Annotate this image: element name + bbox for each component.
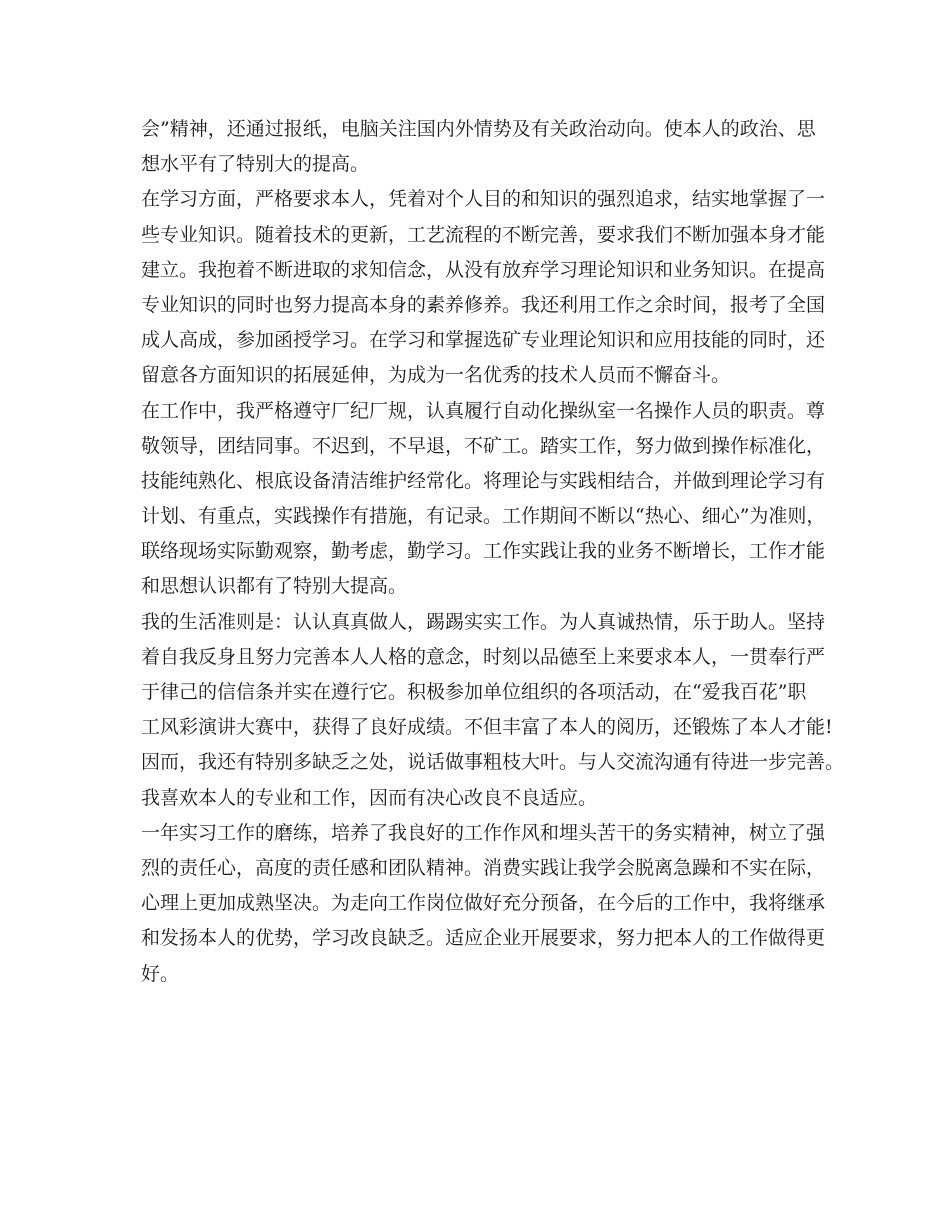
text-line: 着自我反身且努力完善本人人格的意念，时刻以品德至上来要求本人，一贯奉行严 bbox=[141, 645, 826, 668]
text-line: 在学习方面，严格要求本人，凭着对个人目的和知识的强烈追求，结实地掌握了一 bbox=[141, 188, 826, 211]
text-line: 计划、有重点，实践操作有措施，有记录。工作期间不断以“热心、细心”为准则， bbox=[141, 505, 826, 528]
text-line: 些专业知识。随着技术的更新，工艺流程的不断完善，要求我们不断加强本身才能 bbox=[141, 223, 826, 246]
text-line: 敬领导，团结同事。不迟到，不早退，不矿工。踏实工作，努力做到操作标准化， bbox=[141, 434, 826, 457]
text-line: 留意各方面知识的拓展延伸，为成为一名优秀的技术人员而不懈奋斗。 bbox=[141, 364, 731, 387]
text-line: 技能纯熟化、根底设备清洁维护经常化。将理论与实践相结合，并做到理论学习有 bbox=[141, 469, 826, 492]
text-line: 我喜欢本人的专业和工作，因而有决心改良不良适应。 bbox=[141, 786, 598, 809]
text-line: 工风彩演讲大赛中，获得了良好成绩。不但丰富了本人的阅历，还锻炼了本人才能! bbox=[141, 716, 833, 739]
text-line: 因而，我还有特别多缺乏之处，说话做事粗枝大叶。与人交流沟通有待进一步完善。 bbox=[141, 751, 845, 774]
text-line: 心理上更加成熟坚决。为走向工作岗位做好充分预备，在今后的工作中，我将继承 bbox=[141, 892, 826, 915]
text-line: 建立。我抱着不断进取的求知信念，从没有放弃学习理论知识和业务知识。在提高 bbox=[141, 258, 826, 281]
text-line: 在工作中，我严格遵守厂纪厂规，认真履行自动化操纵室一名操作人员的职责。尊 bbox=[141, 399, 826, 422]
text-line: 好。 bbox=[141, 962, 180, 985]
text-line: 和思想认识都有了特别大提高。 bbox=[141, 575, 408, 598]
text-line: 联络现场实际勤观察，勤考虑，勤学习。工作实践让我的业务不断增长，工作才能 bbox=[141, 540, 826, 563]
text-line: 和发扬本人的优势，学习改良缺乏。适应企业开展要求，努力把本人的工作做得更 bbox=[141, 927, 826, 950]
text-line: 专业知识的同时也努力提高本身的素养修养。我还利用工作之余时间，报考了全国 bbox=[141, 293, 826, 316]
text-line: 一年实习工作的磨练，培养了我良好的工作作风和埋头苦干的务实精神，树立了强 bbox=[141, 821, 826, 844]
text-line: 烈的责任心，高度的责任感和团队精神。消费实践让我学会脱离急躁和不实在际， bbox=[141, 856, 826, 879]
document-body bbox=[141, 112, 845, 992]
text-line: 会”精神，还通过报纸，电脑关注国内外情势及有关政治动向。使本人的政治、思 bbox=[141, 118, 816, 140]
text-line: 想水平有了特别大的提高。 bbox=[141, 153, 370, 176]
text-line: 于律己的信信条并实在遵行它。积极参加单位组织的各项活动，在“爱我百花”职 bbox=[141, 681, 807, 703]
text-line: 我的生活准则是：认认真真做人，踢踢实实工作。为人真诚热情，乐于助人。坚持 bbox=[141, 610, 826, 633]
text-line: 成人高成，参加函授学习。在学习和掌握选矿专业理论知识和应用技能的同时，还 bbox=[141, 329, 826, 352]
